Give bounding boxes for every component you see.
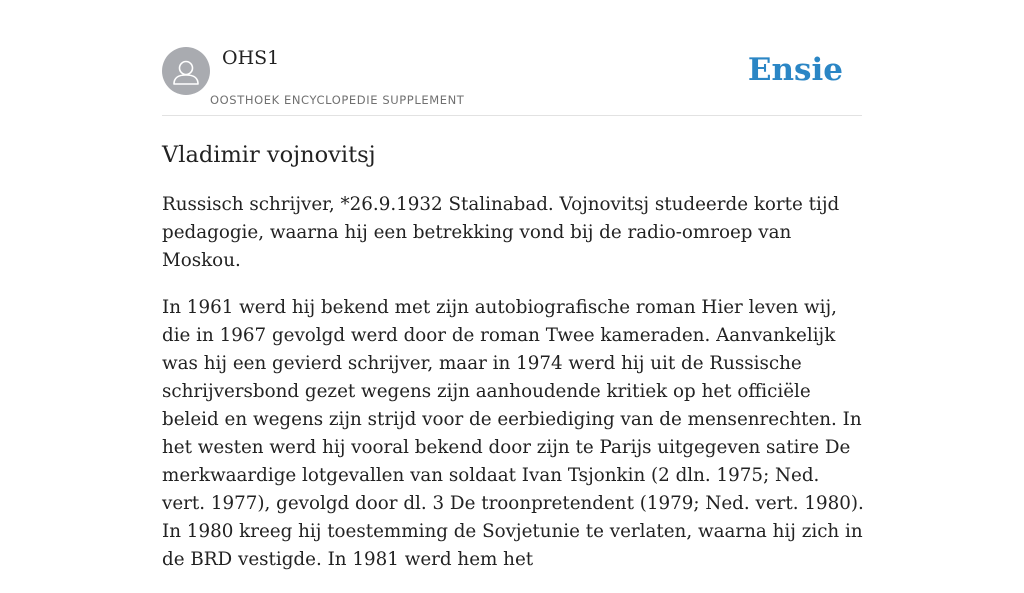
source-label[interactable]: OOSTHOEK ENCYCLOPEDIE SUPPLEMENT [210,93,465,107]
site-logo[interactable]: Ensie [747,52,843,88]
article-paragraph: Russisch schrijver, *26.9.1932 Stalinabad. Vojnovitsj studeerde korte tijd pedagogie, waarna hij een betrekking vond bij de radio-omroep van Moskou. [162,194,840,271]
article-paragraph: In 1961 werd hij bekend met zijn autobiografische roman Hier leven wij, die in 1967 gevolgd werd door de roman Twee kameraden. Aanvankelijk was hij een gevierd schrijver, maar in 1974 werd hij uit de Russische schrijversbond gezet wegens zijn aanhoudende kritiek op het officiële beleid en wegens zijn strijd voor de eerbiediging van de mensenrechten. In het westen werd hij vooral bekend door zijn te Parijs uitgegeven satire De merkwaardige lotgevallen van soldaat Ivan Tsjonkin (2 dln. 1975; Ned. vert. 1977), gevolgd door dl. 3 De troonpretendent (1979; Ned. vert. 1980). In 1980 kreeg hij toestemming de Sovjetunie te verlaten, waarna hij zich in de BRD vestigde. In 1981 werd hem het [162,297,864,570]
user-icon [162,47,210,95]
article-title: Vladimir vojnovitsj [162,142,376,168]
article [162,138,866,593]
header [162,0,862,116]
author-name[interactable]: OHS1 [222,47,280,69]
avatar[interactable] [162,47,210,95]
